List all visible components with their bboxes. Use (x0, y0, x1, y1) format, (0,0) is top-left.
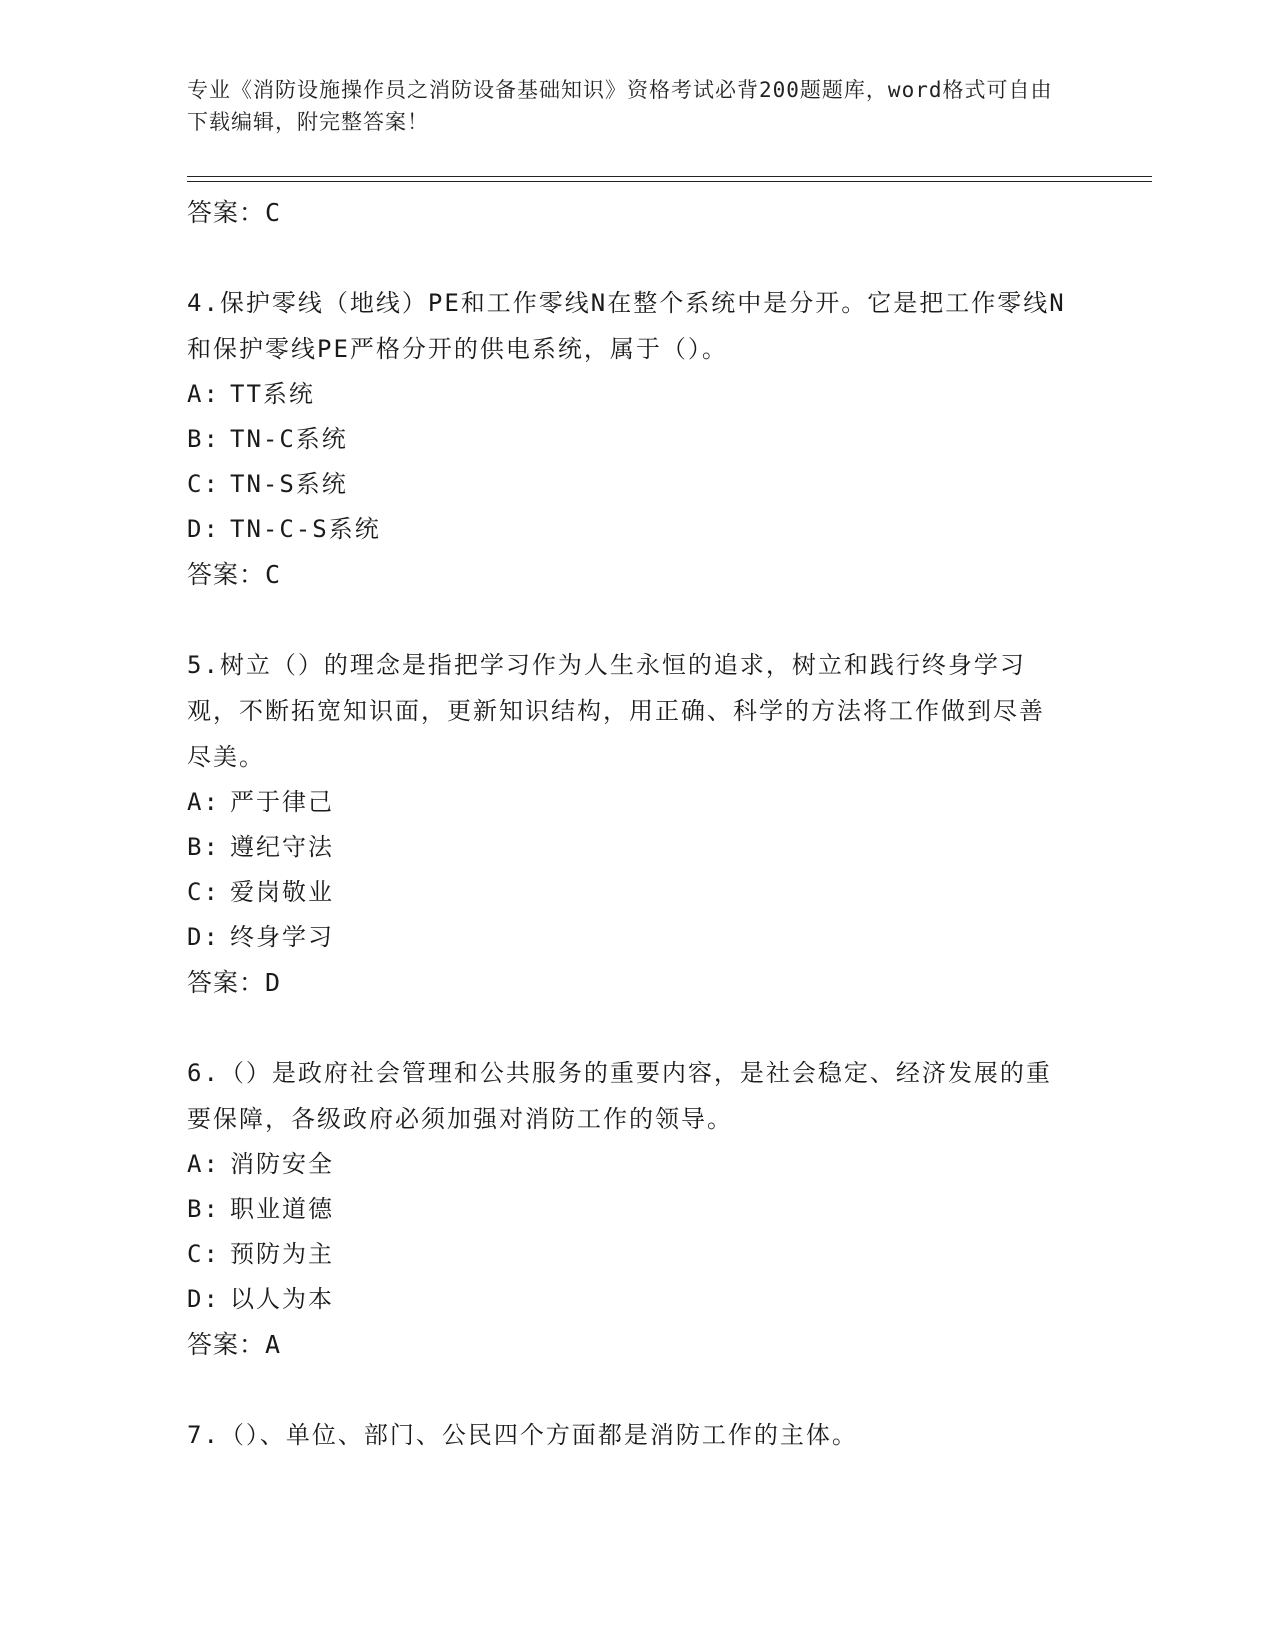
answer-prefix: 答案： (187, 560, 266, 589)
answer-prefix: 答案： (187, 1330, 266, 1359)
option-letter: A: (187, 1150, 220, 1178)
question-gap (187, 1006, 1067, 1050)
question-block (187, 280, 1067, 598)
option-text: 爱岗敬业 (230, 878, 334, 906)
option-text: TN-C-S系统 (230, 515, 381, 543)
question-block (187, 1050, 1067, 1368)
option-text: TN-S系统 (230, 470, 348, 498)
option-c (187, 870, 1067, 915)
option-letter: C: (187, 1240, 220, 1268)
answer-value: C (265, 198, 282, 227)
option-b (187, 825, 1067, 870)
option-b (187, 1187, 1067, 1232)
answer-line (187, 960, 1067, 1006)
answer-line (187, 190, 1067, 236)
option-letter: D: (187, 923, 220, 951)
answer-line (187, 1322, 1067, 1368)
option-letter: B: (187, 425, 220, 453)
option-a (187, 372, 1067, 417)
option-a (187, 1142, 1067, 1187)
option-letter: A: (187, 788, 220, 816)
question-list (187, 190, 1067, 1458)
option-b (187, 417, 1067, 462)
question-stem: 7.（）、单位、部门、公民四个方面都是消防工作的主体。 (187, 1421, 858, 1449)
option-d (187, 1277, 1067, 1322)
option-letter: D: (187, 515, 220, 543)
option-text: 终身学习 (230, 923, 334, 951)
question-block (187, 1412, 1067, 1458)
answer-prefix: 答案： (187, 968, 266, 997)
option-c (187, 462, 1067, 507)
answer-value: D (265, 968, 282, 997)
question-gap (187, 1368, 1067, 1412)
option-text: 严于律己 (230, 788, 334, 816)
option-letter: D: (187, 1285, 220, 1313)
question-stem: 4.保护零线（地线）PE和工作零线N在整个系统中是分开。它是把工作零线N和保护零线PE严格分开的供电系统，属于（）。 (187, 289, 1066, 363)
option-letter: A: (187, 380, 220, 408)
question-stem: 6.（）是政府社会管理和公共服务的重要内容，是社会稳定、经济发展的重要保障，各级政府必须加强对消防工作的领导。 (187, 1059, 1052, 1133)
option-letter: B: (187, 833, 220, 861)
option-text: 职业道德 (230, 1195, 334, 1223)
option-text: 预防为主 (230, 1240, 334, 1268)
answer-value: C (265, 560, 282, 589)
option-text: 以人为本 (230, 1285, 334, 1313)
answer-line (187, 552, 1067, 598)
option-text: TT系统 (230, 380, 315, 408)
question-gap (187, 598, 1067, 642)
question-block (187, 642, 1067, 1006)
document-header: 专业《消防设施操作员之消防设备基础知识》资格考试必背200题题库，word格式可自由下载编辑，附完整答案！ (187, 78, 1053, 134)
option-text: 遵纪守法 (230, 833, 334, 861)
answer-prefix: 答案： (187, 198, 266, 227)
option-d (187, 507, 1067, 552)
answer-value: A (265, 1330, 282, 1359)
header-rule-bottom (187, 181, 1152, 182)
option-d (187, 915, 1067, 960)
option-text: 消防安全 (230, 1150, 334, 1178)
question-stem: 5.树立（）的理念是指把学习作为人生永恒的追求，树立和践行终身学习观，不断拓宽知识面，更新知识结构，用正确、科学的方法将工作做到尽善尽美。 (187, 651, 1045, 771)
option-letter: C: (187, 470, 220, 498)
option-text: TN-C系统 (230, 425, 348, 453)
option-letter: B: (187, 1195, 220, 1223)
header-rule-top (187, 176, 1152, 177)
option-c (187, 1232, 1067, 1277)
question-gap (187, 236, 1067, 280)
option-a (187, 780, 1067, 825)
option-letter: C: (187, 878, 220, 906)
